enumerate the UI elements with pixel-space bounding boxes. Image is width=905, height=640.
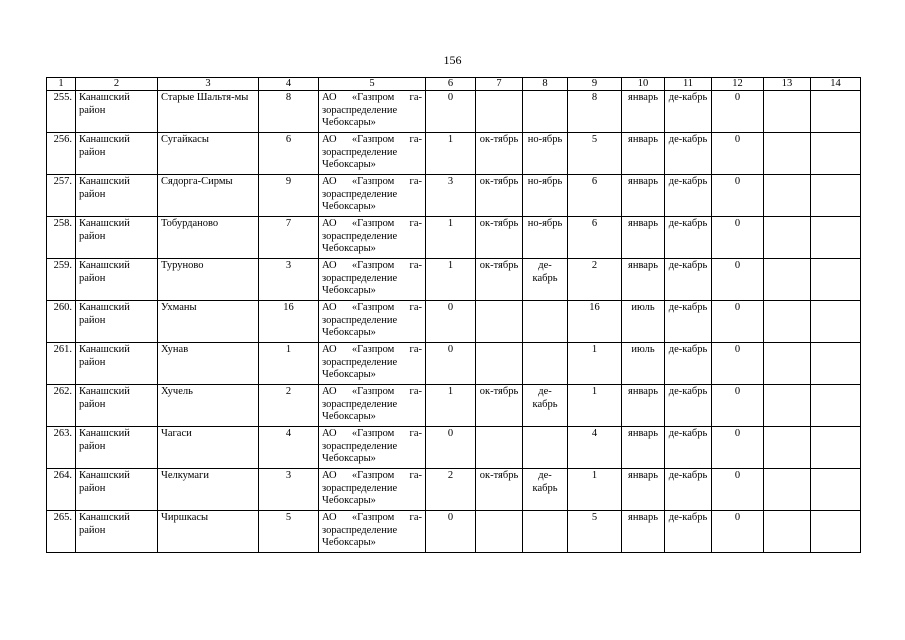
col4-cell: 2	[259, 385, 319, 427]
settlement-cell: Туруново	[158, 259, 259, 301]
col6-cell: 0	[426, 511, 476, 553]
row-number: 265.	[47, 511, 76, 553]
table-row	[47, 133, 861, 175]
organization-cell: АО «Газпром га-зораспределение Чебоксары»	[319, 259, 426, 301]
col4-cell: 8	[259, 91, 319, 133]
col12-cell: 0	[712, 511, 764, 553]
col10-cell: январь	[622, 511, 665, 553]
col13-cell	[764, 427, 811, 469]
col10-cell: январь	[622, 217, 665, 259]
table-row	[47, 427, 861, 469]
page-number: 156	[443, 53, 462, 67]
col13-cell	[764, 469, 811, 511]
row-number: 261.	[47, 343, 76, 385]
col10-cell: январь	[622, 133, 665, 175]
table-row	[47, 175, 861, 217]
organization-cell: АО «Газпром га-зораспределение Чебоксары»	[319, 91, 426, 133]
col14-cell	[811, 259, 861, 301]
col11-cell: де-кабрь	[665, 427, 712, 469]
col9-cell: 4	[568, 427, 622, 469]
row-number: 255.	[47, 91, 76, 133]
district-cell: Канашский район	[76, 469, 158, 511]
col11-cell: де-кабрь	[665, 301, 712, 343]
col13-cell	[764, 91, 811, 133]
table-row	[47, 217, 861, 259]
column-header: 9	[568, 78, 622, 91]
settlement-cell: Челкумаги	[158, 469, 259, 511]
col7-cell: ок-тябрь	[476, 175, 523, 217]
row-number: 256.	[47, 133, 76, 175]
table-row	[47, 511, 861, 553]
col11-cell: де-кабрь	[665, 343, 712, 385]
row-number: 264.	[47, 469, 76, 511]
col13-cell	[764, 259, 811, 301]
col10-cell: июль	[622, 301, 665, 343]
col11-cell: де-кабрь	[665, 469, 712, 511]
settlement-cell: Сугайкасы	[158, 133, 259, 175]
col6-cell: 2	[426, 469, 476, 511]
col6-cell: 0	[426, 427, 476, 469]
col12-cell: 0	[712, 385, 764, 427]
table-row	[47, 259, 861, 301]
district-cell: Канашский район	[76, 259, 158, 301]
col10-cell: июль	[622, 343, 665, 385]
col12-cell: 0	[712, 217, 764, 259]
district-cell: Канашский район	[76, 427, 158, 469]
register-table	[46, 77, 861, 553]
col14-cell	[811, 217, 861, 259]
column-header: 7	[476, 78, 523, 91]
organization-cell: АО «Газпром га-зораспределение Чебоксары»	[319, 175, 426, 217]
col13-cell	[764, 511, 811, 553]
col13-cell	[764, 385, 811, 427]
row-number: 260.	[47, 301, 76, 343]
col13-cell	[764, 217, 811, 259]
col8-cell: де-кабрь	[523, 385, 568, 427]
col7-cell: ок-тябрь	[476, 217, 523, 259]
col14-cell	[811, 133, 861, 175]
column-header: 3	[158, 78, 259, 91]
col8-cell: но-ябрь	[523, 133, 568, 175]
organization-cell: АО «Газпром га-зораспределение Чебоксары»	[319, 427, 426, 469]
district-cell: Канашский район	[76, 91, 158, 133]
col6-cell: 0	[426, 91, 476, 133]
table-row	[47, 469, 861, 511]
settlement-cell: Чагаси	[158, 427, 259, 469]
organization-cell: АО «Газпром га-зораспределение Чебоксары»	[319, 133, 426, 175]
col14-cell	[811, 511, 861, 553]
col11-cell: де-кабрь	[665, 385, 712, 427]
col14-cell	[811, 385, 861, 427]
col7-cell	[476, 301, 523, 343]
column-header: 4	[259, 78, 319, 91]
row-number: 263.	[47, 427, 76, 469]
col10-cell: январь	[622, 385, 665, 427]
col7-cell: ок-тябрь	[476, 469, 523, 511]
col4-cell: 7	[259, 217, 319, 259]
col8-cell: но-ябрь	[523, 175, 568, 217]
table-row	[47, 91, 861, 133]
col12-cell: 0	[712, 301, 764, 343]
col8-cell: де-кабрь	[523, 469, 568, 511]
col14-cell	[811, 427, 861, 469]
table-row	[47, 343, 861, 385]
col10-cell: январь	[622, 259, 665, 301]
column-header: 14	[811, 78, 861, 91]
col11-cell: де-кабрь	[665, 217, 712, 259]
col8-cell	[523, 427, 568, 469]
district-cell: Канашский район	[76, 301, 158, 343]
col9-cell: 1	[568, 343, 622, 385]
col10-cell: январь	[622, 175, 665, 217]
column-header: 12	[712, 78, 764, 91]
col11-cell: де-кабрь	[665, 175, 712, 217]
col8-cell: но-ябрь	[523, 217, 568, 259]
col6-cell: 1	[426, 133, 476, 175]
col14-cell	[811, 91, 861, 133]
column-header: 11	[665, 78, 712, 91]
col8-cell	[523, 511, 568, 553]
col12-cell: 0	[712, 427, 764, 469]
table-row	[47, 385, 861, 427]
col9-cell: 5	[568, 511, 622, 553]
organization-cell: АО «Газпром га-зораспределение Чебоксары»	[319, 469, 426, 511]
col13-cell	[764, 301, 811, 343]
col11-cell: де-кабрь	[665, 511, 712, 553]
col13-cell	[764, 133, 811, 175]
col4-cell: 1	[259, 343, 319, 385]
district-cell: Канашский район	[76, 385, 158, 427]
settlement-cell: Старые Шальтя-мы	[158, 91, 259, 133]
col9-cell: 6	[568, 175, 622, 217]
col4-cell: 16	[259, 301, 319, 343]
col11-cell: де-кабрь	[665, 133, 712, 175]
district-cell: Канашский район	[76, 175, 158, 217]
col4-cell: 6	[259, 133, 319, 175]
col14-cell	[811, 301, 861, 343]
col13-cell	[764, 343, 811, 385]
settlement-cell: Тобурданово	[158, 217, 259, 259]
column-header: 6	[426, 78, 476, 91]
col9-cell: 1	[568, 385, 622, 427]
col7-cell	[476, 427, 523, 469]
district-cell: Канашский район	[76, 511, 158, 553]
settlement-cell: Хунав	[158, 343, 259, 385]
organization-cell: АО «Газпром га-зораспределение Чебоксары»	[319, 301, 426, 343]
col6-cell: 0	[426, 343, 476, 385]
col14-cell	[811, 469, 861, 511]
col14-cell	[811, 343, 861, 385]
organization-cell: АО «Газпром га-зораспределение Чебоксары»	[319, 343, 426, 385]
col14-cell	[811, 175, 861, 217]
col7-cell	[476, 343, 523, 385]
col13-cell	[764, 175, 811, 217]
settlement-cell: Хучель	[158, 385, 259, 427]
col7-cell: ок-тябрь	[476, 133, 523, 175]
row-number: 262.	[47, 385, 76, 427]
col12-cell: 0	[712, 259, 764, 301]
col11-cell: де-кабрь	[665, 91, 712, 133]
col11-cell: де-кабрь	[665, 259, 712, 301]
col10-cell: январь	[622, 469, 665, 511]
settlement-cell: Сядорга-Сирмы	[158, 175, 259, 217]
row-number: 259.	[47, 259, 76, 301]
col4-cell: 3	[259, 259, 319, 301]
settlement-cell: Чиршкасы	[158, 511, 259, 553]
col4-cell: 3	[259, 469, 319, 511]
row-number: 258.	[47, 217, 76, 259]
column-number-row	[47, 78, 861, 91]
table-row	[47, 301, 861, 343]
col6-cell: 1	[426, 217, 476, 259]
col12-cell: 0	[712, 175, 764, 217]
column-header: 10	[622, 78, 665, 91]
organization-cell: АО «Газпром га-зораспределение Чебоксары»	[319, 385, 426, 427]
col6-cell: 1	[426, 259, 476, 301]
col4-cell: 5	[259, 511, 319, 553]
col7-cell	[476, 91, 523, 133]
col8-cell	[523, 301, 568, 343]
col10-cell: январь	[622, 427, 665, 469]
organization-cell: АО «Газпром га-зораспределение Чебоксары»	[319, 511, 426, 553]
col12-cell: 0	[712, 133, 764, 175]
col6-cell: 1	[426, 385, 476, 427]
organization-cell: АО «Газпром га-зораспределение Чебоксары»	[319, 217, 426, 259]
col4-cell: 4	[259, 427, 319, 469]
col12-cell: 0	[712, 469, 764, 511]
col9-cell: 8	[568, 91, 622, 133]
col9-cell: 6	[568, 217, 622, 259]
col9-cell: 2	[568, 259, 622, 301]
col8-cell	[523, 91, 568, 133]
column-header: 8	[523, 78, 568, 91]
district-cell: Канашский район	[76, 343, 158, 385]
col12-cell: 0	[712, 343, 764, 385]
column-header: 1	[47, 78, 76, 91]
col10-cell: январь	[622, 91, 665, 133]
col9-cell: 1	[568, 469, 622, 511]
col8-cell: де-кабрь	[523, 259, 568, 301]
col8-cell	[523, 343, 568, 385]
row-number: 257.	[47, 175, 76, 217]
col7-cell: ок-тябрь	[476, 385, 523, 427]
col6-cell: 3	[426, 175, 476, 217]
col12-cell: 0	[712, 91, 764, 133]
col6-cell: 0	[426, 301, 476, 343]
column-header: 13	[764, 78, 811, 91]
district-cell: Канашский район	[76, 133, 158, 175]
col9-cell: 16	[568, 301, 622, 343]
district-cell: Канашский район	[76, 217, 158, 259]
settlement-cell: Ухманы	[158, 301, 259, 343]
col9-cell: 5	[568, 133, 622, 175]
column-header: 2	[76, 78, 158, 91]
col4-cell: 9	[259, 175, 319, 217]
col7-cell: ок-тябрь	[476, 259, 523, 301]
col7-cell	[476, 511, 523, 553]
column-header: 5	[319, 78, 426, 91]
